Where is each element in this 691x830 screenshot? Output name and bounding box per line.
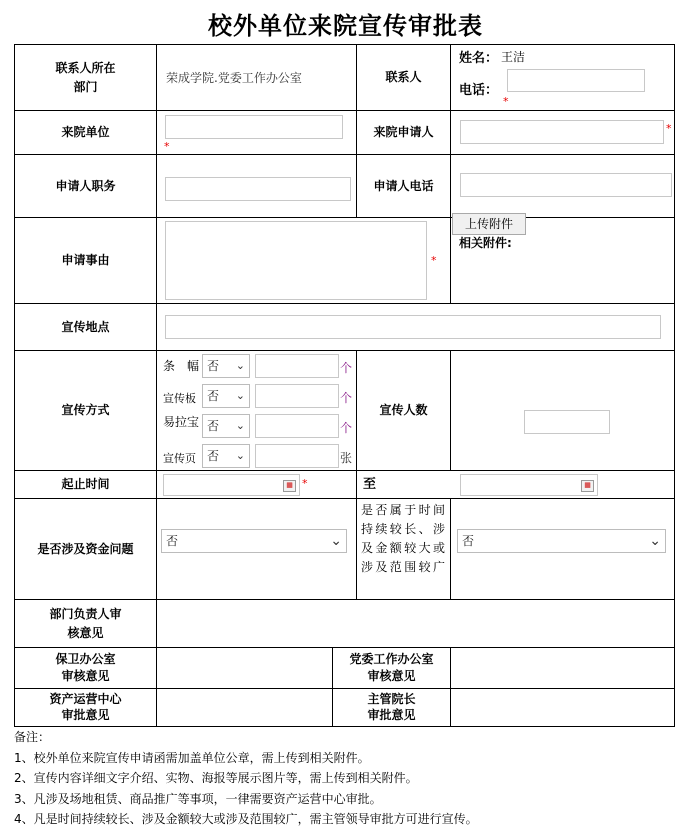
method-rollup-unit: 个	[340, 421, 353, 435]
long-label-cell	[357, 499, 451, 600]
reason-label: 申请事由	[15, 218, 157, 304]
dean-opinion-cell[interactable]	[451, 689, 675, 727]
name-label: 姓名：	[459, 51, 499, 66]
required-mark: *	[503, 95, 509, 108]
count-input[interactable]	[524, 410, 610, 434]
method-banner-select[interactable]: 否 ⌄	[202, 354, 250, 378]
applicant-label: 来院申请人	[357, 111, 451, 155]
method-rollup-count-input[interactable]	[255, 414, 339, 438]
method-name-banner: 条 幅	[163, 359, 200, 373]
method-leaflet-count-input[interactable]	[255, 444, 339, 468]
form-title: 校外单位来院宣传审批表	[208, 11, 483, 40]
note-line: 2、宣传内容详细文字介绍、实物、海报等展示图片等，需上传到相关附件。	[14, 771, 418, 785]
required-mark: *	[431, 254, 437, 267]
method-name-board: 宣传板	[163, 392, 196, 405]
upload-attachment-button[interactable]: 上传附件	[452, 213, 526, 235]
security-opinion-cell[interactable]	[157, 648, 333, 689]
name-value: 王洁	[501, 50, 526, 64]
applicant-cell	[451, 111, 675, 155]
contact-phone-input[interactable]	[507, 69, 645, 92]
asset-label: 资产运营中心审批意见	[15, 689, 157, 727]
method-name-rollup: 易拉宝	[163, 415, 200, 429]
contact-info-cell	[451, 45, 675, 111]
contact-dept-label: 联系人所在部门	[15, 45, 157, 111]
party-opinion-cell[interactable]	[451, 648, 675, 689]
location-label: 宣传地点	[15, 304, 157, 351]
end-time-cell	[357, 471, 675, 499]
to-label: 至	[363, 477, 377, 492]
applicant-phone-input[interactable]	[460, 173, 672, 197]
party-label: 党委工作办公室审核意见	[333, 648, 451, 689]
time-label: 起止时间	[15, 471, 157, 499]
security-label: 保卫办公室审核意见	[15, 648, 157, 689]
note-line: 3、凡涉及场地租赁、商品推广等事项，一律需要资产运营中心审批。	[14, 791, 382, 806]
method-label: 宣传方式	[15, 351, 157, 471]
end-date-input[interactable]	[460, 474, 598, 496]
note-line: 4、凡是时间持续较长、涉及金额较大或涉及范围较广，需主管领导审批方可进行宣传。	[14, 812, 478, 826]
long-select[interactable]: 否 ⌄	[457, 529, 666, 553]
unit-cell	[157, 111, 357, 155]
required-mark: *	[666, 122, 672, 135]
method-rollup-select[interactable]: 否 ⌄	[202, 414, 250, 438]
dept-head-label: 部门负责人审核意见	[15, 600, 157, 648]
phone-label: 电话：	[459, 83, 499, 98]
method-leaflet-select[interactable]: 否 ⌄	[202, 444, 250, 468]
contact-dept-value: 荣成学院.党委工作办公室	[166, 71, 302, 85]
count-label: 宣传人数	[357, 351, 451, 471]
applicant-phone-cell	[451, 155, 675, 218]
method-board-unit: 个	[340, 391, 353, 405]
method-board-select[interactable]: 否 ⌄	[202, 384, 250, 408]
calendar-icon[interactable]: ▦	[581, 480, 594, 492]
funds-label: 是否涉及资金问题	[15, 499, 157, 600]
start-date-input[interactable]	[163, 474, 300, 496]
position-cell	[157, 155, 357, 218]
contact-label: 联系人	[357, 45, 451, 111]
notes	[14, 727, 478, 830]
start-time-cell	[157, 471, 377, 499]
method-name-leaflet: 宣传页	[163, 452, 196, 465]
position-label: 申请人职务	[15, 155, 157, 218]
attachment-label: 相关附件:	[459, 236, 512, 250]
long-cell	[451, 499, 675, 600]
calendar-icon[interactable]: ▦	[283, 480, 296, 492]
position-input[interactable]	[165, 177, 351, 201]
method-cell	[157, 351, 357, 471]
location-input[interactable]	[165, 315, 661, 339]
applicant-input[interactable]	[460, 120, 664, 144]
dean-label: 主管院长审批意见	[333, 689, 451, 727]
applicant-phone-label: 申请人电话	[357, 155, 451, 218]
approval-form-table	[14, 44, 675, 727]
long-label: 是否属于时间持续较长、涉及金额较大或涉及范围较广	[361, 503, 446, 574]
contact-dept-cell	[157, 45, 357, 111]
dept-head-opinion-cell[interactable]	[157, 600, 675, 648]
note-line: 备注：	[14, 730, 51, 744]
unit-input[interactable]	[165, 115, 343, 139]
asset-opinion-cell[interactable]	[157, 689, 333, 727]
method-leaflet-unit: 张	[340, 451, 353, 465]
funds-select[interactable]: 否 ⌄	[161, 529, 347, 553]
unit-label: 来院单位	[15, 111, 157, 155]
location-cell	[157, 304, 675, 351]
funds-cell	[157, 499, 357, 600]
required-mark: *	[164, 140, 170, 153]
reason-cell	[157, 218, 451, 304]
required-mark: *	[302, 477, 308, 490]
method-banner-count-input[interactable]	[255, 354, 339, 378]
note-line: 1、校外单位来院宣传申请函需加盖单位公章，需上传到相关附件。	[14, 750, 370, 765]
method-banner-unit: 个	[340, 361, 353, 375]
count-cell	[451, 351, 675, 471]
method-board-count-input[interactable]	[255, 384, 339, 408]
reason-textarea[interactable]	[165, 221, 427, 300]
